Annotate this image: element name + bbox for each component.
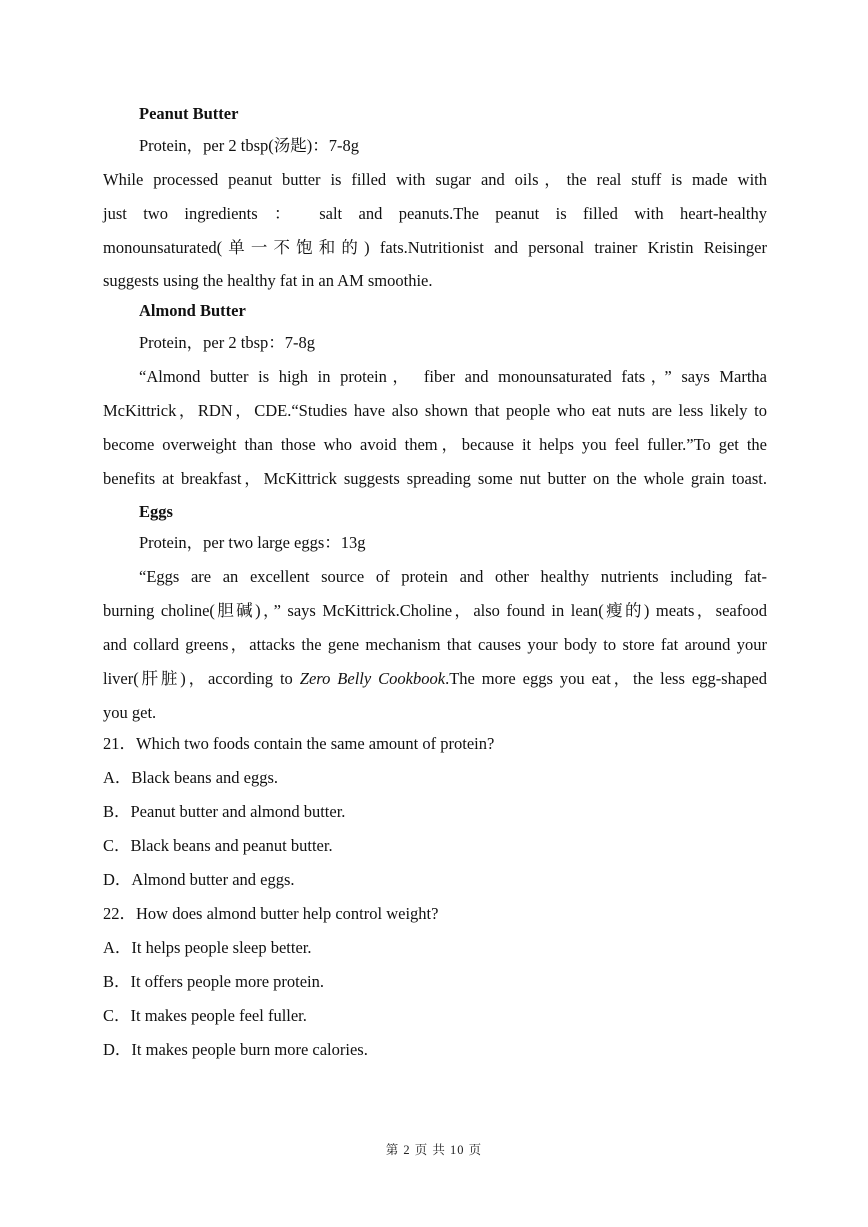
protein-line-peanut-butter: Protein，per 2 tbsp(汤匙)：7-8g [139, 136, 359, 155]
answer-option: D．Almond butter and eggs. [103, 870, 295, 889]
page-number-footer: 第 2 页 共 10 页 [385, 1143, 483, 1157]
answer-option: B．It offers people more protein. [103, 972, 325, 991]
paragraph-line: suggests using the healthy fat in an AM smoothie. [103, 271, 433, 290]
book-title: Zero Belly Cookbook [299, 669, 446, 688]
paragraph-line [103, 669, 767, 689]
paragraph-line: “Eggs are an excellent source of protein and other healthy nutrients including fat- [139, 567, 767, 586]
answer-option: A．Black beans and eggs. [103, 768, 279, 787]
section-title-peanut-butter: Peanut Butter [139, 104, 239, 123]
paragraph-line: become overweight than those who avoid them，because it helps you feel fuller.”To get the [103, 435, 767, 454]
question-stem-22: 22．How does almond butter help control weight? [103, 904, 439, 923]
paragraph-line: McKittrick，RDN，CDE.“Studies have also shown that people who eat nuts are less likely to [103, 401, 767, 420]
protein-line-eggs: Protein，per two large eggs：13g [139, 533, 366, 552]
paragraph-line: monounsaturated(单一不饱和的) fats.Nutritionist and personal trainer Kristin Reisinger [103, 238, 767, 257]
answer-option: C．Black beans and peanut butter. [103, 836, 333, 855]
paragraph-line: just two ingredients ： salt and peanuts.The peanut is filled with heart-healthy [103, 204, 767, 223]
paragraph-line: burning choline(胆碱)，” says McKittrick.Choline，also found in lean(瘦的) meats，seafood [103, 601, 767, 620]
answer-option: A．It helps people sleep better. [103, 938, 312, 957]
paragraph-line: and collard greens，attacks the gene mechanism that causes your body to store fat around your [103, 635, 767, 654]
paragraph-line: you get. [103, 703, 157, 722]
answer-option: C．It makes people feel fuller. [103, 1006, 307, 1025]
protein-line-almond-butter: Protein，per 2 tbsp：7-8g [139, 333, 315, 352]
paragraph-line: “Almond butter is high in protein， fiber and monounsaturated fats，” says Martha [139, 367, 767, 386]
section-title-eggs: Eggs [139, 502, 173, 521]
question-stem-21: 21．Which two foods contain the same amount of protein? [103, 734, 495, 753]
paragraph-line: While processed peanut butter is filled with sugar and oils，the real stuff is made with [103, 170, 767, 189]
paragraph-line: benefits at breakfast，McKittrick suggests spreading some nut butter on the whole grain toast. [103, 469, 767, 488]
paragraph-text: liver(肝脏)，according to [103, 669, 300, 688]
paragraph-text: .The more eggs you eat，the less egg-shaped [445, 669, 768, 688]
answer-option: B．Peanut butter and almond butter. [103, 802, 346, 821]
answer-option: D．It makes people burn more calories. [103, 1040, 368, 1059]
section-title-almond-butter: Almond Butter [139, 301, 246, 320]
